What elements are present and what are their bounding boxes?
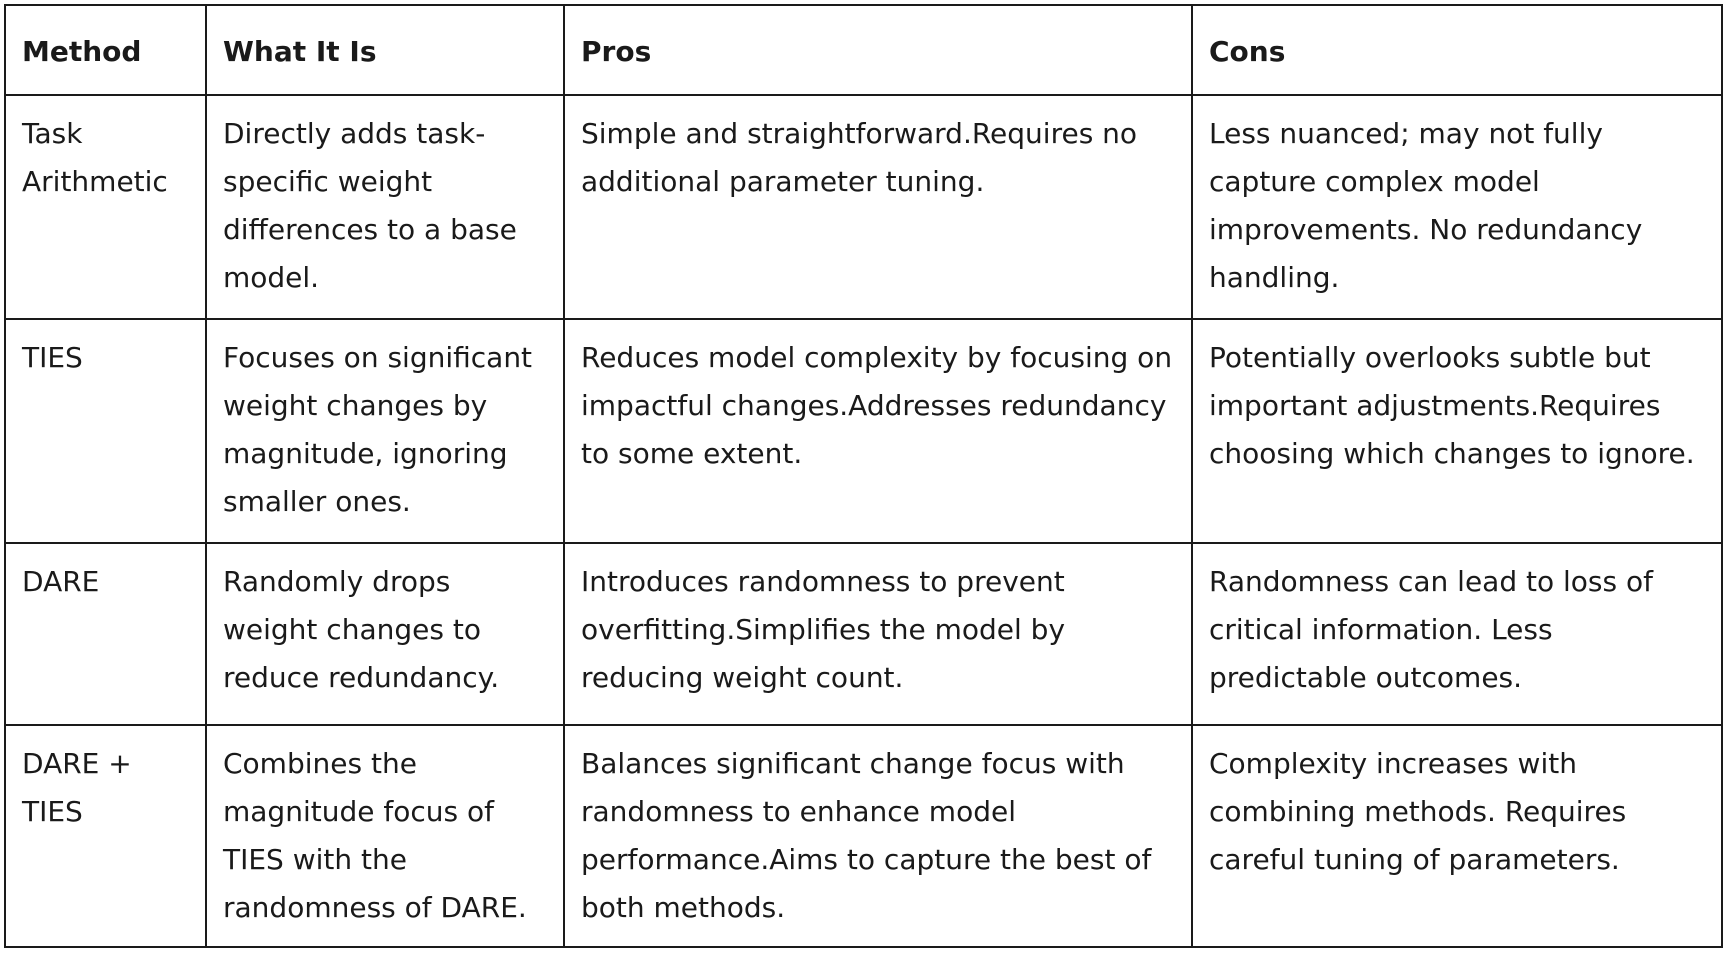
table-row	[5, 725, 1722, 947]
header-pros: Pros	[564, 5, 1192, 95]
cell-pros: Balances significant change focus with randomness to enhance model performance.Aims to capture the best of both methods.	[564, 725, 1192, 947]
cell-what-it-is: Combines the magnitude focus of TIES with the randomness of DARE.	[206, 725, 564, 947]
header-method: Method	[5, 5, 206, 95]
table-row	[5, 95, 1722, 319]
cell-method: DARE	[5, 543, 206, 725]
cell-what-it-is: Focuses on significant weight changes by magnitude, ignoring smaller ones.	[206, 319, 564, 543]
cell-cons: Potentially overlooks subtle but important adjustments.Requires choosing which changes to ignore.	[1192, 319, 1722, 543]
header-row	[5, 5, 1722, 95]
table-row	[5, 319, 1722, 543]
cell-cons: Complexity increases with combining methods. Requires careful tuning of parameters.	[1192, 725, 1722, 947]
cell-cons: Less nuanced; may not fully capture complex model improvements. No redundancy handling.	[1192, 95, 1722, 319]
cell-what-it-is: Directly adds task-specific weight differences to a base model.	[206, 95, 564, 319]
header-what-it-is: What It Is	[206, 5, 564, 95]
cell-pros: Reduces model complexity by focusing on impactful changes.Addresses redundancy to some extent.	[564, 319, 1192, 543]
comparison-table	[4, 4, 1723, 948]
cell-pros: Simple and straightforward.Requires no additional parameter tuning.	[564, 95, 1192, 319]
cell-method: Task Arithmetic	[5, 95, 206, 319]
cell-pros: Introduces randomness to prevent overfitting.Simplifies the model by reducing weight count.	[564, 543, 1192, 725]
cell-cons: Randomness can lead to loss of critical information. Less predictable outcomes.	[1192, 543, 1722, 725]
table-row	[5, 543, 1722, 725]
cell-method: DARE + TIES	[5, 725, 206, 947]
header-cons: Cons	[1192, 5, 1722, 95]
cell-what-it-is: Randomly drops weight changes to reduce redundancy.	[206, 543, 564, 725]
cell-method: TIES	[5, 319, 206, 543]
